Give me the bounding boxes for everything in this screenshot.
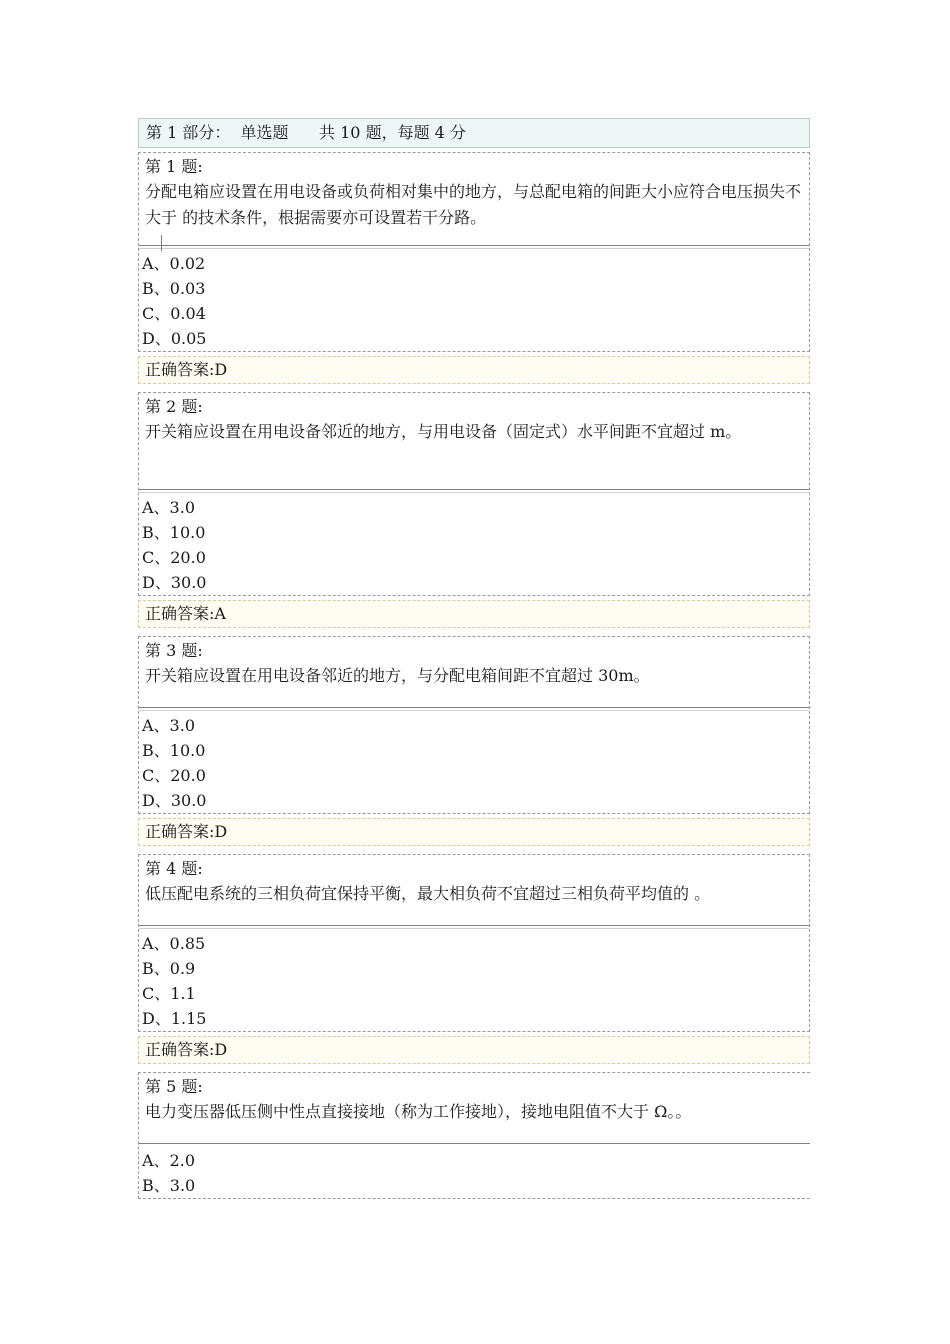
option-a[interactable]: A、0.85 [142,934,206,953]
options-list [139,1146,810,1198]
question-block [138,636,810,814]
option-a[interactable]: A、2.0 [142,1151,196,1170]
option-d[interactable]: D、30.0 [142,791,207,810]
option-d[interactable]: D、0.05 [142,329,207,348]
question-number: 第 1 题: [145,157,203,176]
question-text-content: 分配电箱应设置在用电设备或负荷相对集中的地方，与总配电箱的间距大小应符合电压损失不大于 的技术条件，根据需要亦可设置若干分路。 [145,182,802,227]
option-b[interactable]: B、10.0 [142,741,206,760]
correct-answer: 正确答案:D [138,1036,810,1064]
question-text [139,179,809,245]
option-c[interactable]: C、20.0 [142,766,206,785]
section-header: 第 1 部分： 单选题 共 10 题，每题 4 分 [138,118,810,148]
option-c[interactable]: C、20.0 [142,548,206,567]
correct-answer: 正确答案:D [138,818,810,846]
text-cursor [161,235,162,251]
option-b[interactable]: B、0.03 [142,279,206,298]
option-b[interactable]: B、3.0 [142,1176,196,1195]
correct-answer: 正确答案:D [138,356,810,384]
option-b[interactable]: B、0.9 [142,959,196,978]
quiz-page [138,118,810,1199]
correct-answer: 正确答案:A [138,600,810,628]
option-a[interactable]: A、3.0 [142,716,196,735]
question-number: 第 3 题: [145,641,203,660]
option-a[interactable]: A、0.02 [142,254,206,273]
question-text: 低压配电系统的三相负荷宜保持平衡，最大相负荷不宜超过三相负荷平均值的 。 [145,884,711,903]
question-block [138,152,810,352]
option-b[interactable]: B、10.0 [142,523,206,542]
option-a[interactable]: A、3.0 [142,498,196,517]
question-block [138,854,810,1032]
question-text: 开关箱应设置在用电设备邻近的地方，与用电设备（固定式）水平间距不宜超过 m。 [145,422,742,441]
question-text: 电力变压器低压侧中性点直接接地（称为工作接地），接地电阻值不大于 Ω。。 [145,1102,692,1121]
options-list [139,249,809,351]
option-c[interactable]: C、1.1 [142,984,196,1003]
question-text: 开关箱应设置在用电设备邻近的地方，与分配电箱间距不宜超过 30m。 [145,666,650,685]
question-number: 第 5 题: [145,1077,203,1096]
options-list [139,929,809,1031]
question-number: 第 2 题: [145,397,203,416]
option-c[interactable]: C、0.04 [142,304,206,323]
question-number: 第 4 题: [145,859,203,878]
question-block [138,1072,810,1199]
option-d[interactable]: D、1.15 [142,1009,207,1028]
question-block [138,392,810,596]
options-list [139,493,809,595]
options-list [139,711,809,813]
option-d[interactable]: D、30.0 [142,573,207,592]
